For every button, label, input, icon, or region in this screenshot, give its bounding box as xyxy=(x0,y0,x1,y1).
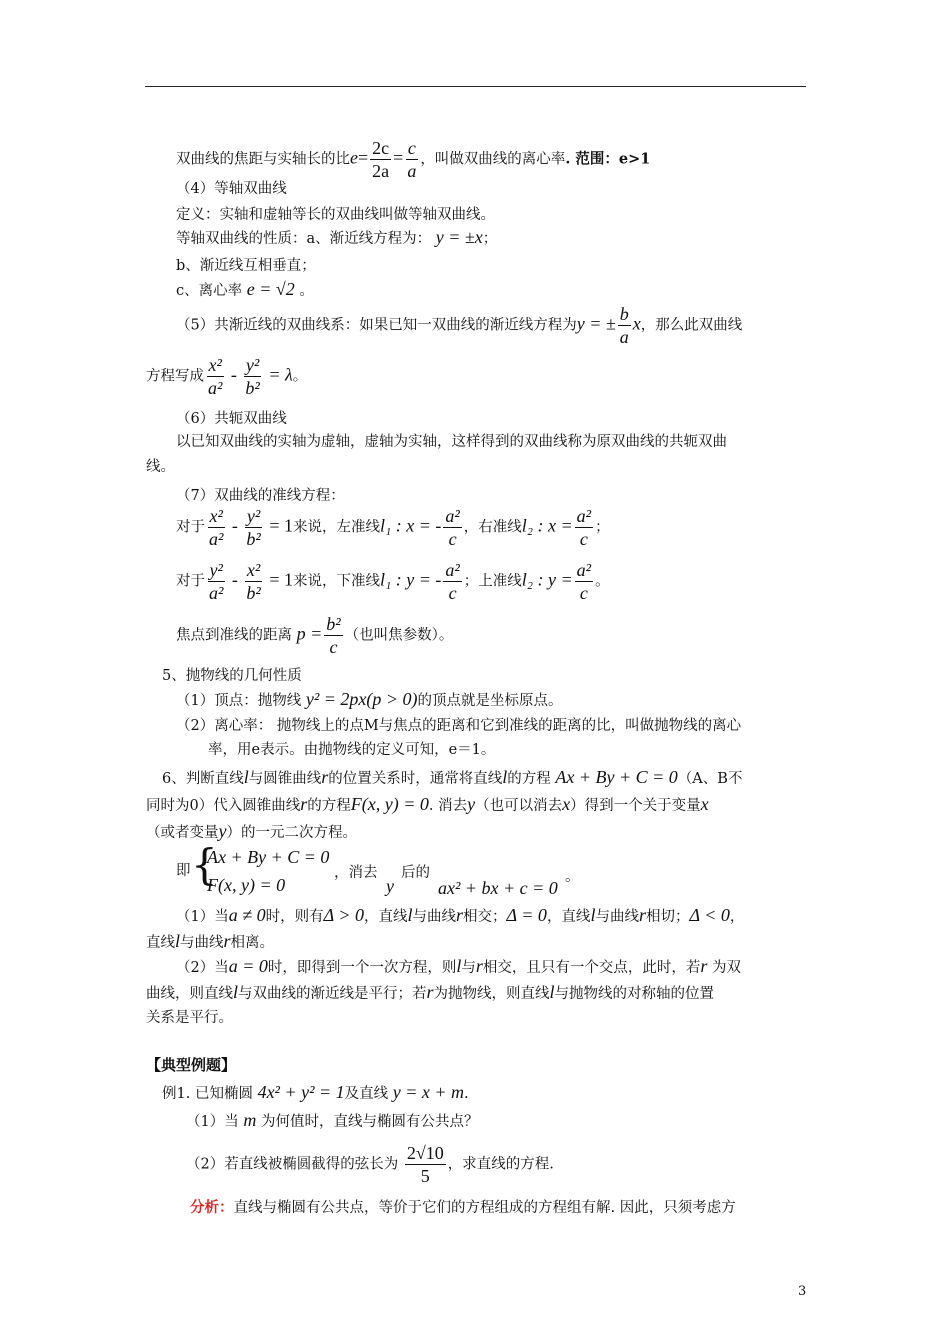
text: c、离心率 xyxy=(176,283,243,299)
text: 相交； xyxy=(463,909,507,925)
text: 的顶点就是坐标原点。 xyxy=(417,693,563,709)
text: ，求直线的方程. xyxy=(447,1156,554,1173)
text: 与曲线 xyxy=(180,935,224,951)
fraction xyxy=(206,355,224,398)
line-conic-sub xyxy=(146,795,709,815)
text: 。 xyxy=(299,283,314,299)
num: b xyxy=(619,304,629,324)
math: Δ < 0 xyxy=(689,905,730,925)
text: ）的一元二次方程。 xyxy=(226,825,357,841)
parabola-eccentricity-cont: 率，用e表示。由抛物线的定义可知，e＝1。 xyxy=(208,742,496,758)
num: a² xyxy=(445,560,460,580)
text: 曲线，则直线 xyxy=(146,986,233,1002)
math: r xyxy=(638,905,646,925)
text: . 消去 xyxy=(428,798,468,814)
math: r xyxy=(456,905,464,925)
math: y = x + m xyxy=(392,1082,465,1102)
text: 来说，下准线 xyxy=(292,573,380,590)
den: c xyxy=(579,583,588,603)
fraction xyxy=(618,304,631,347)
math: y xyxy=(218,821,227,841)
text: 。 xyxy=(565,869,580,885)
property-a xyxy=(176,228,497,248)
text: 。 xyxy=(595,573,610,590)
line-conic-intro xyxy=(162,768,742,788)
text: （2）当 xyxy=(176,960,229,976)
case-1 xyxy=(176,906,744,926)
den: a² xyxy=(208,378,223,398)
math: a ≠ 0 xyxy=(228,905,266,925)
text: （1）当 xyxy=(186,1114,239,1130)
text: 相切； xyxy=(645,909,690,925)
math: Ax + By + C = 0 xyxy=(555,767,678,787)
text: （1）顶点：抛物线 xyxy=(176,693,302,709)
text: 直线 xyxy=(146,935,175,951)
heading-5: 5、抛物线的几何性质 xyxy=(162,668,302,684)
num: x² xyxy=(208,355,222,375)
den: a² xyxy=(209,529,224,549)
quadratic-eq: ax² + bx + c = 0 xyxy=(438,878,558,898)
text: 相交，且只有一个交点，此时，若 xyxy=(482,960,701,976)
num: y² xyxy=(246,506,261,526)
fraction xyxy=(443,560,461,603)
text: 及直线 xyxy=(344,1086,389,1102)
math: = xyxy=(393,147,404,168)
den: b² xyxy=(245,378,260,398)
heading-6: （6）共轭双曲线 xyxy=(176,411,287,427)
den: a² xyxy=(209,583,224,603)
math: r xyxy=(300,794,308,814)
text: 直线与椭圆有公共点，等价于它们的方程组成的方程组有解. 因此，只须考虑方 xyxy=(233,1200,736,1216)
focal-parameter xyxy=(176,614,453,657)
parabola-eccentricity: （2）离心率： 抛物线上的点M与焦点的距离和它到准线的距离的比，叫做抛物线的离心 xyxy=(176,718,742,734)
text: 相离。 xyxy=(230,935,275,951)
fraction xyxy=(324,614,342,657)
math: Δ > 0 xyxy=(323,905,365,925)
math: r xyxy=(475,956,483,976)
text: ，直线 xyxy=(546,909,591,925)
definition: 定义：实轴和虚轴等长的双曲线叫做等轴双曲线。 xyxy=(176,207,495,223)
math: = λ xyxy=(263,364,293,385)
math: l₁ : y = - xyxy=(379,569,442,590)
conjugate-text-cont: 线。 xyxy=(146,459,175,475)
directrix-x xyxy=(176,506,610,549)
text: 与曲线 xyxy=(412,909,457,925)
text: 方程写成 xyxy=(146,368,204,385)
math: r xyxy=(321,767,329,787)
den: 5 xyxy=(420,1166,430,1186)
case-1-cont xyxy=(146,932,274,952)
text: 等轴双曲线的性质：a、渐近线方程为： xyxy=(176,231,432,247)
math: Δ = 0 xyxy=(506,905,547,925)
den: c xyxy=(448,529,457,549)
text: 例1. 已知椭圆 xyxy=(162,1086,253,1102)
text: 的方程 xyxy=(307,798,351,814)
example-1 xyxy=(162,1083,469,1103)
text: ，右准线 xyxy=(463,519,522,536)
text: ，直线 xyxy=(364,909,408,925)
text: ，那么此双曲线 xyxy=(640,317,743,334)
text: 6、判断直线 xyxy=(162,771,244,787)
text: . 范围：e>1 xyxy=(565,150,651,168)
fraction xyxy=(207,560,225,603)
math: l xyxy=(175,931,181,951)
math: = 1 xyxy=(264,569,293,590)
text: 即 xyxy=(176,863,191,879)
parabola-vertex xyxy=(176,690,563,710)
text: ）得到一个关于变量 xyxy=(570,798,701,814)
text: 。 xyxy=(292,368,308,385)
den: a xyxy=(619,327,629,347)
math: - xyxy=(227,515,243,536)
case-2 xyxy=(176,957,741,977)
fraction xyxy=(243,355,261,398)
text: （1）当 xyxy=(176,909,229,925)
eccentricity-line xyxy=(176,138,650,181)
math: - xyxy=(226,364,242,385)
property-b: b、渐近线互相垂直； xyxy=(176,258,316,274)
line-conic-quad xyxy=(146,822,357,842)
math: x xyxy=(562,794,571,814)
num: 2c xyxy=(372,138,390,158)
math: a = 0 xyxy=(228,956,268,976)
fraction xyxy=(370,138,391,181)
num: 2√10 xyxy=(406,1143,444,1163)
text: 与圆锥曲线 xyxy=(248,771,322,787)
math: l xyxy=(502,767,508,787)
text: 与双曲线的渐近线是平行；若 xyxy=(238,986,427,1002)
text: ； xyxy=(482,231,498,247)
fraction xyxy=(575,560,593,603)
den: 2a xyxy=(372,161,390,181)
math: p = xyxy=(296,623,323,644)
den: c xyxy=(448,583,457,603)
num: b² xyxy=(326,614,341,634)
analysis-label: 分析： xyxy=(190,1199,234,1216)
math: r xyxy=(426,982,434,1002)
text: ； xyxy=(595,519,610,536)
math: x xyxy=(700,794,709,814)
num: a² xyxy=(445,506,460,526)
heading-7: （7）双曲线的准线方程： xyxy=(176,488,345,504)
math: l xyxy=(407,905,413,925)
text: 后的 xyxy=(401,865,430,881)
section-title: 【典型例题】 xyxy=(146,1056,237,1074)
text: 焦点到准线的距离 xyxy=(176,627,292,644)
directrix-y xyxy=(176,560,610,603)
text: 与抛物线的对称轴的位置 xyxy=(554,986,715,1002)
text: （也叫焦参数）。 xyxy=(344,627,454,644)
fraction xyxy=(207,506,225,549)
property-c xyxy=(176,280,314,300)
num: x² xyxy=(209,506,223,526)
text: 为何值时，直线与椭圆有公共点？ xyxy=(260,1114,479,1130)
num: a² xyxy=(576,560,592,580)
page-number: 3 xyxy=(798,1284,807,1299)
math: 4x² + y² = 1 xyxy=(257,1082,345,1102)
fraction xyxy=(575,506,593,549)
math: l xyxy=(456,956,462,976)
math: l xyxy=(549,982,555,1002)
text: ，消去 xyxy=(334,865,378,881)
text: （也可以消去 xyxy=(475,798,563,814)
math: r xyxy=(223,931,231,951)
text: 对于 xyxy=(176,573,205,590)
math: = 1 xyxy=(264,515,293,536)
math: e = √2 xyxy=(246,279,295,299)
num: a² xyxy=(576,506,592,526)
den: c xyxy=(579,529,588,549)
math: l₂ : y = xyxy=(521,569,573,590)
example-1-q2 xyxy=(186,1143,554,1186)
fraction xyxy=(405,138,418,181)
text: 同时为0）代入圆锥曲线 xyxy=(146,798,301,814)
num: c xyxy=(407,138,416,158)
header-rule xyxy=(145,86,806,87)
text: ， xyxy=(729,909,745,925)
fraction xyxy=(244,506,262,549)
math: e xyxy=(350,147,358,168)
den: c xyxy=(329,637,338,657)
system-brace: { xyxy=(191,840,218,889)
den: b² xyxy=(246,529,261,549)
text: 来说，左准线 xyxy=(292,519,380,536)
num: y² xyxy=(245,355,260,375)
num: y² xyxy=(209,560,223,580)
text: （2）若直线被椭圆截得的弦长为 xyxy=(186,1156,399,1173)
math: y = ± xyxy=(576,313,616,334)
fraction xyxy=(443,506,461,549)
text: （5）共渐近线的双曲线系：如果已知一双曲线的渐近线方程为 xyxy=(176,317,577,334)
asymptote-family-line xyxy=(176,304,742,347)
case-2-end: 关系是平行。 xyxy=(146,1010,233,1026)
math: l xyxy=(233,982,239,1002)
text: 对于 xyxy=(176,519,205,536)
fraction xyxy=(405,1143,446,1186)
system-eq1: Ax + By + C = 0 xyxy=(207,847,330,867)
text: 为双 xyxy=(707,960,742,976)
math: = xyxy=(358,147,369,168)
text: ，叫做双曲线的离心率 xyxy=(420,151,566,168)
math: l xyxy=(243,767,249,787)
math: y = ±x xyxy=(435,227,483,247)
math: - xyxy=(227,569,243,590)
math: F(x, y) = 0 xyxy=(350,794,429,814)
text: 与曲线 xyxy=(595,909,639,925)
example-1-q1 xyxy=(186,1111,478,1131)
text: ；上准线 xyxy=(463,573,522,590)
den: b² xyxy=(246,583,261,603)
math: y xyxy=(386,876,394,896)
conjugate-text: 以已知双曲线的实轴为虚轴，虚轴为实轴，这样得到的双曲线称为原双曲线的共轭双曲 xyxy=(176,434,727,450)
math: x xyxy=(632,313,641,334)
fraction xyxy=(244,560,262,603)
math: l xyxy=(590,905,596,925)
num: x² xyxy=(246,560,261,580)
math: m xyxy=(243,1110,257,1130)
text: 的方程 xyxy=(507,771,551,787)
math: l₂ : x = xyxy=(521,515,573,536)
text: 时，则有 xyxy=(265,909,324,925)
text: 时，即得到一个一次方程，则 xyxy=(267,960,457,976)
text: . xyxy=(464,1086,469,1102)
math: l₁ : x = - xyxy=(379,515,442,536)
asymptote-family-eq xyxy=(146,355,307,398)
text: 的位置关系时，通常将直线 xyxy=(328,771,503,787)
den: a xyxy=(407,161,417,181)
math: y xyxy=(467,794,476,814)
math: r xyxy=(700,956,708,976)
heading-4: （4）等轴双曲线 xyxy=(176,181,287,197)
text: 双曲线的焦距与实轴长的比 xyxy=(176,151,350,168)
system-eq2: F(x, y) = 0 xyxy=(207,875,286,895)
text: （或者变量 xyxy=(146,825,219,841)
analysis xyxy=(190,1199,736,1217)
text: 为抛物线，则直线 xyxy=(433,986,550,1002)
text: 与 xyxy=(461,960,476,976)
text: （A、B不 xyxy=(677,771,743,787)
case-2-cont xyxy=(146,983,714,1003)
math: y² = 2px(p > 0) xyxy=(305,689,418,709)
